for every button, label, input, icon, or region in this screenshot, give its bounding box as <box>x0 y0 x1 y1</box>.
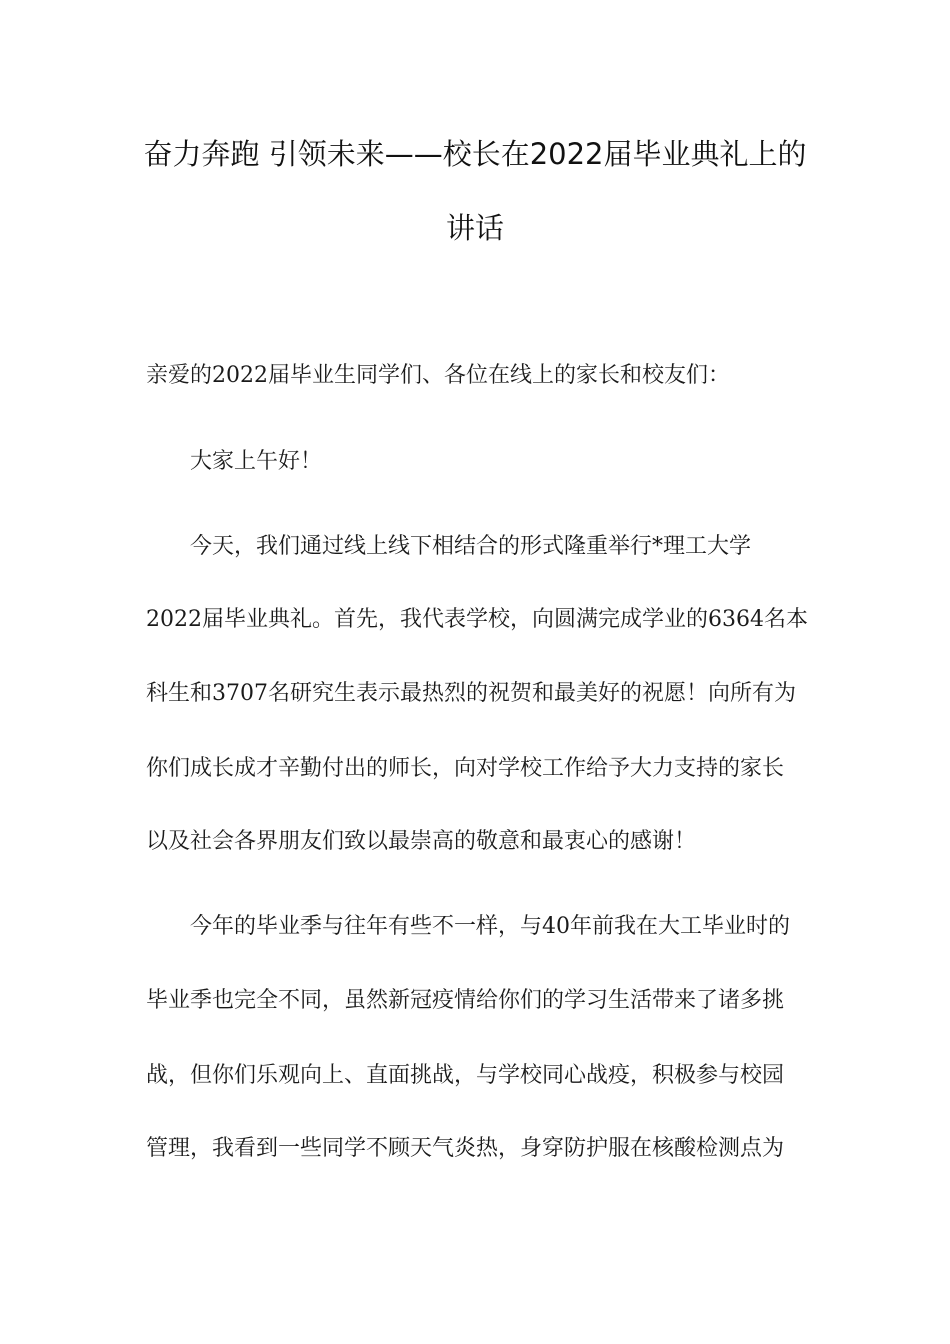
paragraph-line: 毕业季也完全不同，虽然新冠疫情给你们的学习生活带来了诸多挑 <box>146 988 785 1013</box>
paragraph-line: 以及社会各界朋友们致以最崇高的敬意和最衷心的感谢！ <box>146 829 697 854</box>
paragraph-line: 今天，我们通过线上线下相结合的形式隆重举行*理工大学 <box>190 534 752 559</box>
paragraph-line: 你们成长成才辛勤付出的师长，向对学校工作给予大力支持的家长 <box>146 756 785 781</box>
document-title-line-1: 奋力奔跑 引领未来——校长在2022届毕业典礼上的 <box>143 137 807 171</box>
document-title-line-2: 讲话 <box>445 211 504 245</box>
paragraph-line: 科生和3707名研究生表示最热烈的祝贺和最美好的祝愿！向所有为 <box>146 681 796 706</box>
greeting: 大家上午好！ <box>190 449 323 474</box>
paragraph-line: 今年的毕业季与往年有些不一样，与40年前我在大工毕业时的 <box>190 914 790 939</box>
paragraph-line: 2022届毕业典礼。首先，我代表学校，向圆满完成学业的6364名本 <box>146 607 808 632</box>
paragraph-line: 战，但你们乐观向上、直面挑战，与学校同心战疫，积极参与校园 <box>146 1063 785 1088</box>
paragraph-line: 管理，我看到一些同学不顾天气炎热，身穿防护服在核酸检测点为 <box>146 1136 785 1161</box>
salutation: 亲爱的2022届毕业生同学们、各位在线上的家长和校友们： <box>146 363 730 388</box>
